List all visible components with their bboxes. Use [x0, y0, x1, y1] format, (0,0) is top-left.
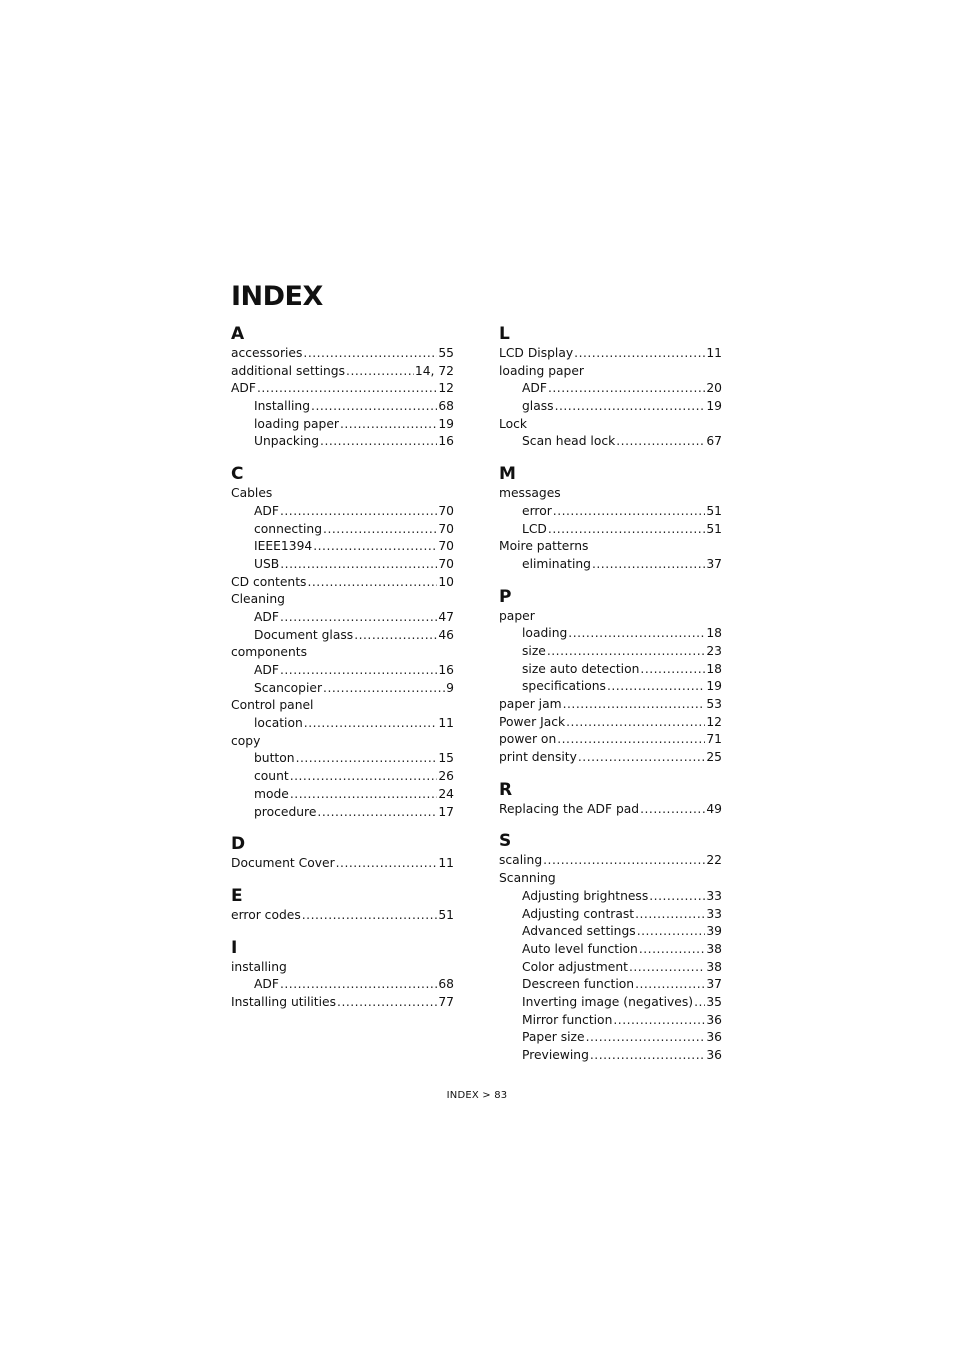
index-entry	[231, 733, 454, 751]
index-subentry	[499, 1029, 722, 1047]
section-letter: E	[231, 885, 243, 906]
entry-label: paper jam	[499, 697, 562, 711]
entry-label: Cables	[231, 486, 273, 501]
entry-label: eliminating	[522, 556, 591, 571]
dot-leader	[323, 680, 445, 698]
entry-label: Installing	[254, 399, 311, 414]
section-letter: R	[499, 779, 513, 800]
entry-page-number: 33	[706, 906, 722, 921]
index-subentry	[499, 661, 722, 679]
dot-leader	[323, 521, 437, 539]
entry-page-number: 70	[438, 539, 454, 554]
entry-page-number: 35	[706, 994, 722, 1009]
entry-label: size auto detection	[522, 661, 640, 676]
index-subentry	[231, 538, 454, 556]
index-subentry	[499, 433, 722, 451]
entry-label: Inverting image (negatives)	[522, 994, 694, 1009]
index-subentry	[231, 503, 454, 521]
entry-page-number: 12	[438, 381, 454, 396]
index-entry	[499, 731, 722, 749]
entry-page-number: 26	[438, 769, 454, 784]
entry-page-number: 38	[706, 959, 722, 974]
section-gap	[231, 925, 454, 937]
index-column-left	[231, 323, 454, 1012]
entry-page-number: 67	[706, 434, 722, 449]
entry-label: ADF	[254, 977, 279, 992]
entry-label: CD contents	[231, 574, 307, 589]
entry-label: Unpacking	[254, 434, 320, 449]
entry-label: Descreen function	[522, 977, 635, 992]
entry-label: Installing utilities	[231, 994, 337, 1009]
index-section-d	[231, 833, 454, 873]
entry-label: ADF	[231, 381, 256, 396]
entry-page-number: 47	[438, 609, 454, 624]
entry-label: ADF	[254, 663, 279, 677]
dot-leader	[354, 627, 437, 645]
entry-page-number: 18	[706, 626, 722, 641]
index-subentry	[231, 662, 454, 680]
entry-page-number: 19	[438, 416, 454, 431]
entry-label: specifications	[522, 679, 606, 694]
entry-label: loading paper	[254, 416, 339, 431]
entry-page-number: 36	[706, 1048, 722, 1062]
entry-label: Control panel	[231, 698, 314, 713]
dot-leader	[639, 941, 706, 959]
index-subentry	[499, 556, 722, 574]
dot-leader	[590, 1047, 705, 1065]
entry-page-number: 24	[438, 786, 454, 801]
section-letter: S	[499, 831, 512, 852]
entry-label: USB	[254, 556, 280, 571]
index-entry	[499, 345, 722, 363]
dot-leader	[635, 976, 705, 994]
dot-leader	[280, 503, 437, 521]
index-subentry	[231, 768, 454, 786]
index-column-right	[499, 323, 722, 1065]
entry-page-number: 23	[706, 643, 722, 658]
section-letter: P	[499, 586, 512, 607]
index-section-a	[231, 323, 454, 451]
dot-leader	[340, 416, 437, 434]
index-entry	[231, 855, 454, 873]
entry-page-number: 51	[706, 521, 722, 536]
dot-leader	[640, 801, 705, 819]
index-subentry	[499, 923, 722, 941]
dot-leader	[635, 906, 705, 924]
entry-label: ADF	[254, 609, 279, 624]
index-subentry	[231, 715, 454, 733]
dot-leader	[555, 398, 706, 416]
index-entry	[499, 363, 722, 381]
dot-leader	[280, 976, 437, 994]
dot-leader	[548, 380, 705, 398]
dot-leader	[543, 852, 705, 870]
entry-page-number: 14, 72	[414, 363, 454, 378]
index-section-m	[499, 463, 722, 573]
entry-page-number: 37	[706, 556, 722, 571]
entry-page-number: 39	[706, 924, 722, 939]
entry-page-number: 71	[706, 732, 722, 747]
entry-page-number: 70	[438, 503, 454, 518]
dot-leader	[280, 556, 437, 574]
dot-leader	[637, 923, 706, 941]
entry-page-number: 36	[706, 1012, 722, 1027]
dot-leader	[566, 714, 705, 732]
entry-page-number: 68	[438, 399, 454, 414]
index-entry	[499, 870, 722, 888]
entry-label: glass	[522, 399, 554, 414]
entry-page-number: 77	[438, 994, 454, 1009]
section-gap	[231, 821, 454, 833]
dot-leader	[303, 345, 437, 363]
entry-label: button	[254, 751, 295, 766]
dot-leader	[649, 888, 705, 906]
entry-page-number: 49	[706, 801, 722, 816]
index-subentry	[499, 1047, 722, 1065]
index-entry	[499, 852, 722, 870]
entry-label: installing	[231, 959, 287, 974]
entry-page-number: 9	[446, 680, 454, 695]
section-letter: L	[499, 324, 510, 344]
section-gap	[499, 451, 722, 463]
dot-leader	[640, 661, 705, 679]
entry-label: Document glass	[254, 627, 354, 642]
index-subentry	[499, 521, 722, 539]
index-entry	[231, 644, 454, 662]
index-subentry	[231, 680, 454, 698]
dot-leader	[290, 768, 438, 786]
index-entry	[499, 485, 722, 503]
entry-label: Moire patterns	[499, 539, 589, 554]
index-subentry	[499, 398, 722, 416]
dot-leader	[337, 994, 437, 1012]
dot-leader	[290, 786, 437, 804]
dot-leader	[313, 538, 437, 556]
entry-page-number: 37	[706, 977, 722, 992]
dot-leader	[311, 398, 437, 416]
entry-label: Scancopier	[254, 680, 323, 695]
index-section-s	[499, 830, 722, 1064]
entry-page-number: 51	[438, 907, 454, 922]
entry-page-number: 10	[438, 574, 454, 589]
entry-page-number: 38	[706, 941, 722, 956]
entry-label: Power Jack	[499, 714, 566, 729]
index-section-i	[231, 937, 454, 1012]
dot-leader	[586, 1029, 706, 1047]
entry-page-number: 25	[706, 750, 722, 765]
index-entry	[231, 959, 454, 977]
entry-label: Scan head lock	[522, 434, 616, 449]
dot-leader	[563, 696, 706, 714]
index-entry	[499, 538, 722, 556]
dot-leader	[694, 994, 705, 1012]
index-entry	[499, 749, 722, 767]
entry-label: location	[254, 716, 303, 731]
index-subentry	[499, 643, 722, 661]
entry-label: connecting	[254, 521, 323, 536]
section-letter: D	[231, 834, 246, 855]
entry-page-number: 36	[706, 1030, 722, 1045]
entry-label: Mirror function	[522, 1012, 613, 1027]
section-letter: C	[231, 464, 244, 485]
dot-leader	[336, 855, 438, 873]
section-gap	[231, 873, 454, 885]
entry-label: Replacing the ADF pad	[499, 801, 640, 816]
entry-label: Document Cover	[231, 856, 335, 871]
page-title: INDEX	[231, 281, 323, 312]
section-gap	[499, 767, 722, 779]
dot-leader	[257, 380, 437, 398]
index-subentry	[499, 959, 722, 977]
index-subentry	[231, 609, 454, 627]
index-subentry	[499, 1012, 722, 1030]
entry-label: Cleaning	[231, 592, 285, 607]
entry-label: Advanced settings	[522, 924, 636, 939]
index-subentry	[499, 941, 722, 959]
index-entry	[499, 416, 722, 434]
entry-label: additional settings	[231, 363, 346, 378]
entry-label: components	[231, 645, 307, 660]
index-section-r	[499, 779, 722, 819]
entry-page-number: 11	[438, 856, 454, 871]
entry-label: scaling	[499, 853, 543, 868]
dot-leader	[616, 433, 705, 451]
entry-page-number: 33	[706, 888, 722, 903]
index-entry	[231, 574, 454, 592]
index-entry	[499, 801, 722, 819]
section-letter: M	[499, 464, 516, 485]
entry-page-number: 70	[438, 521, 454, 536]
entry-label: size	[522, 643, 546, 658]
index-subentry	[499, 906, 722, 924]
entry-label: paper	[499, 608, 535, 623]
dot-leader	[346, 363, 414, 381]
index-subentry	[231, 804, 454, 822]
entry-page-number: 22	[706, 853, 722, 868]
entry-label: procedure	[254, 804, 317, 819]
entry-page-number: 15	[438, 751, 454, 766]
entry-label: print density	[499, 750, 577, 765]
index-entry	[231, 345, 454, 363]
entry-page-number: 11	[706, 346, 722, 360]
entry-label: Adjusting contrast	[522, 906, 635, 921]
entry-page-number: 19	[706, 679, 722, 694]
entry-page-number: 19	[706, 399, 722, 414]
dot-leader	[629, 959, 705, 977]
entry-label: IEEE1394	[254, 539, 313, 554]
entry-page-number: 16	[438, 434, 454, 449]
dot-leader	[574, 345, 705, 363]
index-subentry	[231, 556, 454, 574]
index-subentry	[231, 976, 454, 994]
entry-label: Scanning	[499, 871, 556, 886]
dot-leader	[280, 609, 437, 627]
dot-leader	[568, 625, 705, 643]
index-section-l	[499, 323, 722, 451]
index-section-p	[499, 586, 722, 767]
entry-page-number: 68	[438, 977, 454, 992]
section-gap	[499, 818, 722, 830]
section-gap	[499, 574, 722, 586]
index-subentry	[231, 627, 454, 645]
dot-leader	[307, 574, 437, 592]
entry-page-number: 55	[438, 346, 454, 360]
index-subentry	[499, 503, 722, 521]
entry-page-number: 46	[438, 627, 454, 642]
entry-page-number: 16	[438, 663, 454, 677]
entry-label: Adjusting brightness	[522, 888, 649, 903]
entry-label: error codes	[231, 907, 301, 922]
dot-leader	[317, 804, 437, 822]
section-letter: I	[231, 937, 238, 958]
index-subentry	[231, 398, 454, 416]
index-entry	[231, 380, 454, 398]
entry-label: count	[254, 769, 289, 784]
entry-label: power on	[499, 732, 557, 747]
index-subentry	[499, 888, 722, 906]
entry-label: Paper size	[522, 1030, 585, 1045]
entry-label: Color adjustment	[522, 959, 628, 974]
entry-label: loading	[522, 626, 568, 641]
section-letter: A	[231, 324, 245, 344]
index-subentry	[231, 416, 454, 434]
index-subentry	[231, 786, 454, 804]
dot-leader	[557, 731, 705, 749]
index-entry	[231, 907, 454, 925]
entry-label: Previewing	[522, 1048, 589, 1062]
entry-page-number: 12	[706, 714, 722, 729]
entry-page-number: 70	[438, 556, 454, 571]
entry-label: ADF	[522, 381, 547, 396]
entry-label: LCD	[522, 521, 547, 536]
entry-page-number: 20	[706, 381, 722, 396]
dot-leader	[304, 715, 438, 733]
index-subentry	[231, 521, 454, 539]
entry-page-number: 51	[706, 503, 722, 518]
index-entry	[499, 608, 722, 626]
entry-page-number: 18	[706, 661, 722, 676]
dot-leader	[296, 750, 438, 768]
entry-label: ADF	[254, 503, 279, 518]
index-entry	[499, 714, 722, 732]
index-subentry	[499, 994, 722, 1012]
entry-label: copy	[231, 733, 261, 748]
entry-label: mode	[254, 786, 289, 801]
entry-label: accessories	[231, 346, 303, 360]
index-entry	[499, 696, 722, 714]
index-subentry	[499, 380, 722, 398]
entry-label: Lock	[499, 416, 528, 431]
dot-leader	[578, 749, 705, 767]
index-entry	[231, 591, 454, 609]
index-entry	[231, 994, 454, 1012]
dot-leader	[553, 503, 706, 521]
entry-label: Auto level function	[522, 941, 638, 956]
index-subentry	[499, 976, 722, 994]
entry-label: messages	[499, 486, 561, 501]
index-subentry	[231, 750, 454, 768]
dot-leader	[548, 521, 705, 539]
page-footer: INDEX > 83	[446, 1090, 508, 1101]
index-subentry	[499, 625, 722, 643]
entry-page-number: 53	[706, 697, 722, 711]
dot-leader	[280, 662, 437, 680]
entry-page-number: 11	[438, 716, 454, 731]
dot-leader	[613, 1012, 705, 1030]
index-subentry	[499, 678, 722, 696]
index-entry	[231, 363, 454, 381]
index-section-e	[231, 885, 454, 925]
dot-leader	[592, 556, 705, 574]
index-entry	[231, 697, 454, 715]
entry-label: error	[522, 503, 552, 518]
dot-leader	[607, 678, 705, 696]
index-entry	[231, 485, 454, 503]
entry-label: LCD Display	[499, 346, 574, 360]
index-section-c	[231, 463, 454, 821]
dot-leader	[302, 907, 438, 925]
index-subentry	[231, 433, 454, 451]
entry-page-number: 17	[438, 804, 454, 819]
dot-leader	[320, 433, 437, 451]
section-gap	[231, 451, 454, 463]
entry-label: loading paper	[499, 363, 584, 378]
dot-leader	[547, 643, 706, 661]
